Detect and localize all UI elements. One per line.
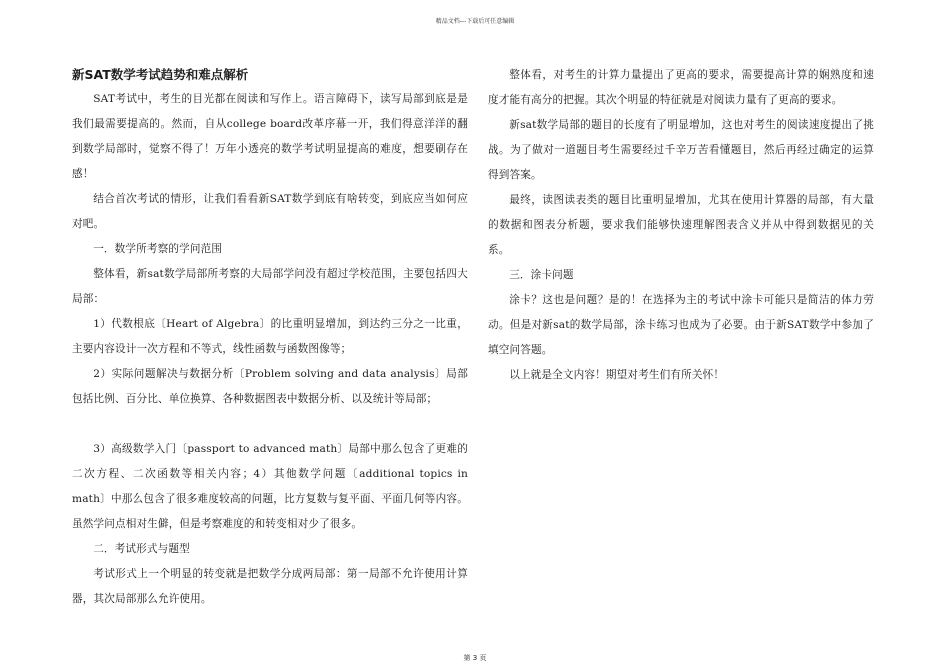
page-number: 第 3 页 [463,654,487,662]
paragraph: 新sat数学局部的题目的长度有了明显增加，这也对考生的阅读速度提出了挑战。为了做对一道题目考生需要经过千辛万苦看懂题目，然后再经过确定的运算得到答案。 [488,119,874,181]
paragraph: 考试形式上一个明显的转变就是把数学分成两局部：第一局部不允许使用计算器，其次局部那么允许使用。 [72,568,468,605]
paragraph: 涂卡？这也是问题？是的！在选择为主的考试中涂卡可能只是简洁的体力劳动。但是对新sat的数学局部，涂卡练习也成为了必要。由于新SAT数学中参加了填空问答题。 [488,294,874,356]
right-column [488,63,874,388]
page-header: 精品文档---下载后可任意编辑 [435,18,515,25]
paragraph: 整体看，新sat数学局部所考察的大局部学问没有超过学校范围，主要包括四大局部： [72,268,468,305]
list-item: 1）代数根底〔Heart of Algebra〕的比重明显增加，到达约三分之一比重，主要内容设计一次方程和不等式，线性函数与函数图像等； [72,318,468,355]
left-column [72,63,468,612]
section-heading: 三．涂卡问题 [509,269,574,281]
paragraph: 整体看，对考生的计算力量提出了更高的要求，需要提高计算的娴熟度和速度才能有高分的把握。其次个明显的特征就是对阅读力量有了更高的要求。 [488,69,874,106]
paragraph: 结合首次考试的情形，让我们看看新SAT数学到底有啥转变，到底应当如何应对吧。 [72,193,468,230]
article-title: 新SAT数学考试趋势和难点解析 [72,67,249,82]
paragraph: SAT考试中，考生的目光都在阅读和写作上。语言障碍下，读写局部到底是是我们最需要提高的。然而，自从college board改革序幕一开，我们得意洋洋的翻到数学局部时，觉察不得了！万年小透亮的数学考试明显提高的难度，想要刷存在感！ [72,93,468,180]
list-item: 3）高级数学入门〔passport to advanced math〕局部中那么包含了更难的二次方程、二次函数等相关内容；4）其他数学问题〔additional topics in math〕中那么包含了很多难度较高的问题，比方复数与复平面、平面几何等内容。虽然学问点相对生僻，但是考察难度的和转变相对少了很多。 [72,443,468,530]
section-heading: 二．考试形式与题型 [93,543,190,555]
paragraph: 最终，读图读表类的题目比重明显增加，尤其在使用计算器的局部，有大量的数据和图表分析题，要求我们能够快速理解图表含义并从中得到数据见的关系。 [488,194,874,256]
paragraph: 以上就是全文内容！期望对考生们有所关怀！ [509,369,725,381]
section-heading: 一．数学所考察的学问范围 [93,243,223,255]
list-item: 2）实际问题解决与数据分析〔Problem solving and data analysis〕局部包括比例、百分比、单位换算、各种数据图表中数据分析、以及统计等局部； [72,368,468,405]
blank-line [72,412,468,437]
